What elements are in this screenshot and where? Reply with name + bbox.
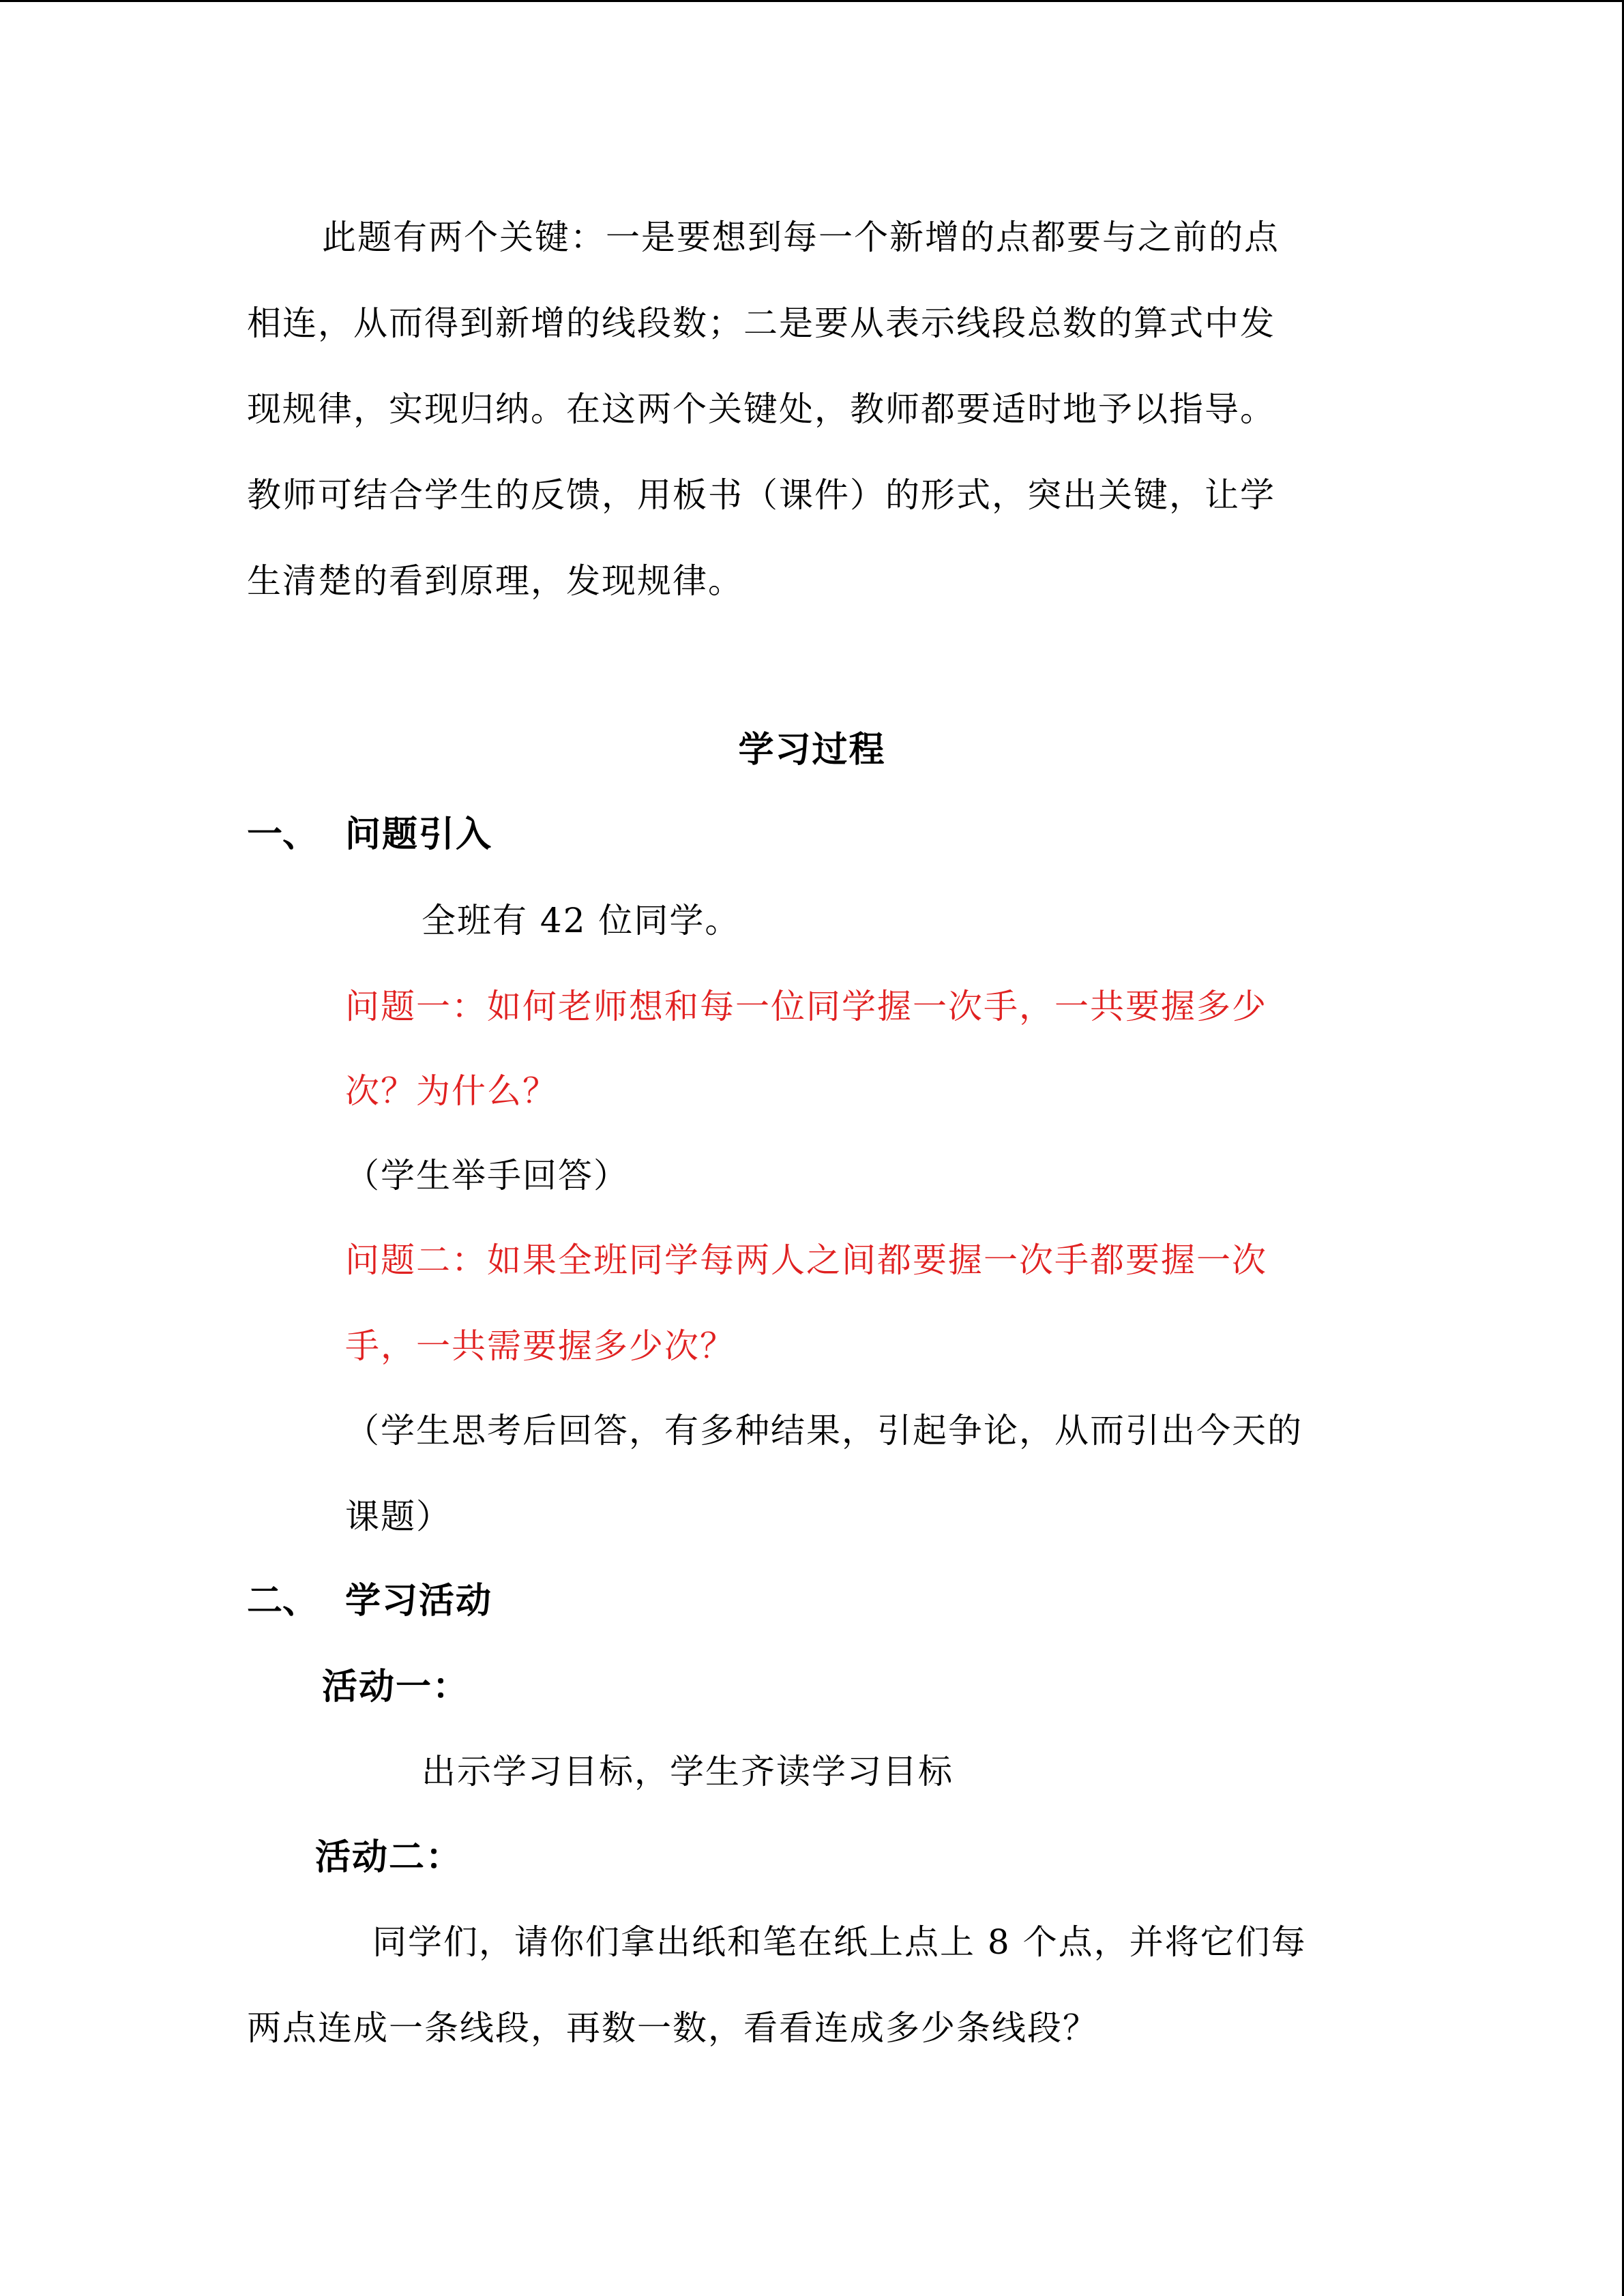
activity-one-label: 活动一： xyxy=(322,1666,470,1708)
answer-two-line: 课题） xyxy=(345,1497,452,1536)
statement: 全班有 42 位同学。 xyxy=(422,901,741,940)
page-top-border xyxy=(0,0,1624,2)
intro-line: 生清楚的看到原理，发现规律。 xyxy=(247,561,743,601)
answer-one: （学生举手回答） xyxy=(345,1156,629,1195)
activity-two-line: 同学们，请你们拿出纸和笔在纸上点上 8 个点，并将它们每 xyxy=(372,1922,1307,1962)
section-heading: 问题引入 xyxy=(345,814,493,855)
intro-line: 相连，从而得到新增的线段数；二是要从表示线段总数的算式中发 xyxy=(247,303,1275,343)
page-title: 学习过程 xyxy=(738,729,886,771)
question-two-line: 手，一共需要握多少次？ xyxy=(345,1326,735,1366)
section-number: 二、 xyxy=(247,1580,319,1622)
intro-line: 此题有两个关键：一是要想到每一个新增的点都要与之前的点 xyxy=(322,218,1280,257)
question-two-line: 问题二：如果全班同学每两人之间都要握一次手都要握一次 xyxy=(345,1240,1267,1280)
activity-one-text: 出示学习目标，学生齐读学习目标 xyxy=(422,1752,954,1791)
question-one-line: 次？为什么？ xyxy=(345,1071,558,1111)
answer-two-line: （学生思考后回答，有多种结果，引起争论，从而引出今天的 xyxy=(345,1411,1303,1450)
section-number: 一、 xyxy=(247,814,319,855)
section-heading: 学习活动 xyxy=(345,1580,493,1622)
intro-line: 现规律，实现归纳。在这两个关键处，教师都要适时地予以指导。 xyxy=(247,389,1275,429)
question-one-line: 问题一：如何老师想和每一位同学握一次手，一共要握多少 xyxy=(345,987,1267,1026)
activity-two-line: 两点连成一条线段，再数一数，看看连成多少条线段？ xyxy=(247,2008,1098,2048)
activity-two-label: 活动二： xyxy=(315,1836,463,1878)
intro-line: 教师可结合学生的反馈，用板书（课件）的形式，突出关键，让学 xyxy=(247,475,1275,515)
